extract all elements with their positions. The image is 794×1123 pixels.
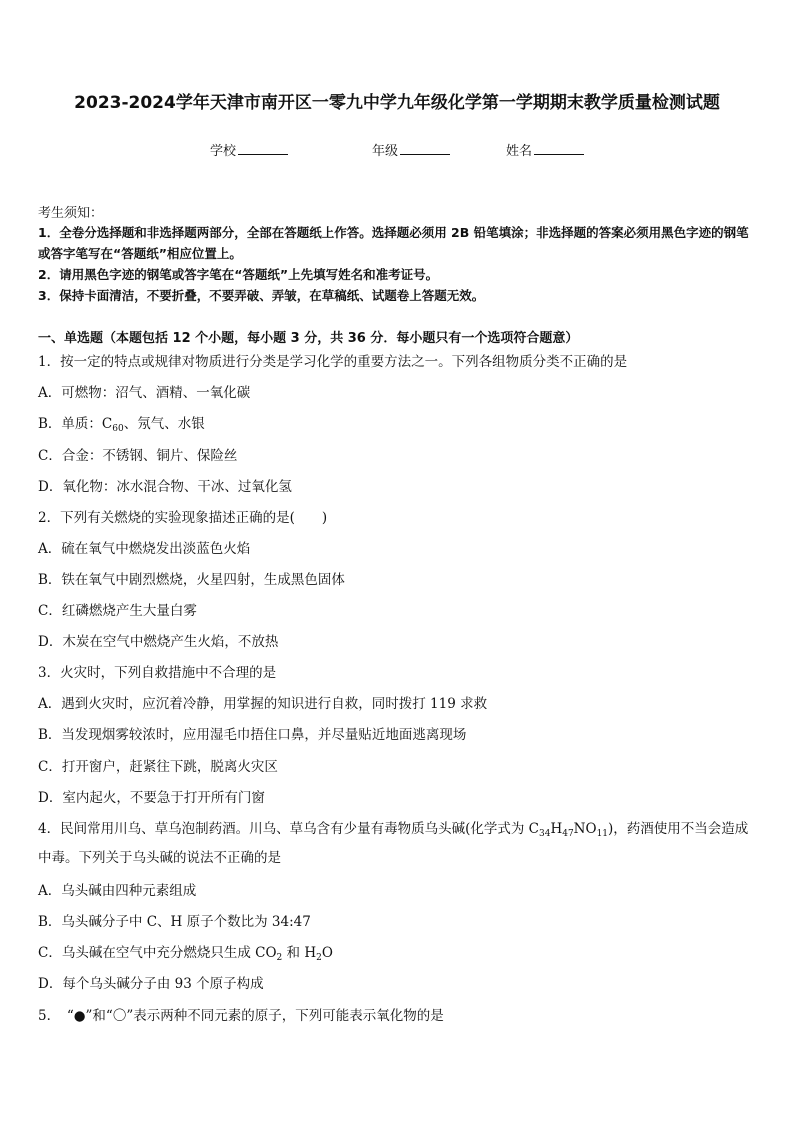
question-2-option-b: B．铁在氧气中剧烈燃烧，火星四射，生成黑色固体 <box>38 572 345 588</box>
q4-c-h2o-subscript: 2 <box>316 953 322 963</box>
question-4-stem <box>38 815 756 873</box>
school-blank <box>238 142 288 155</box>
q4-c-suffix: O <box>321 945 333 961</box>
question-3-option-d: D．室内起火，不要急于打开所有门窗 <box>38 790 265 806</box>
question-2-option-a: A．硫在氧气中燃烧发出淡蓝色火焰 <box>38 541 251 557</box>
question-3-stem: 3．火灾时，下列自救措施中不合理的是 <box>38 665 277 681</box>
question-3-option-c: C．打开窗户，赶紧往下跳，脱离火灾区 <box>38 759 278 775</box>
q1-b-suffix: 、氖气、水银 <box>123 416 205 432</box>
name-field <box>506 140 584 159</box>
q4-formula-h-count: 47 <box>562 829 574 839</box>
question-1-stem: 1．按一定的特点或规律对物质进行分类是学习化学的重要方法之一。下列各组物质分类不正确的是 <box>38 354 628 370</box>
school-field <box>210 140 288 159</box>
q1-b-subscript: 60 <box>112 424 124 434</box>
notice-item-1: 1．全卷分选择题和非选择题两部分，全部在答题纸上作答。选择题必须用 2B 铅笔填涂；非选择题的答案必须用黑色字迹的钢笔或答字笔写在“答题纸”相应位置上。 <box>38 225 749 261</box>
question-1-option-a: A．可燃物：沼气、酒精、一氧化碳 <box>38 385 251 401</box>
question-1-option-d: D．氧化物：冰水混合物、干冰、过氧化氢 <box>38 479 292 495</box>
q1-b-prefix: B．单质：C <box>38 416 113 432</box>
name-blank <box>534 142 584 155</box>
q4-formula-h: H <box>550 821 563 837</box>
notice-heading: 考生须知： <box>38 206 104 221</box>
grade-label: 年级 <box>372 144 399 159</box>
question-4-option-a: A．乌头碱由四种元素组成 <box>38 883 197 899</box>
student-info-row <box>0 140 794 160</box>
question-2-option-d: D．木炭在空气中燃烧产生火焰，不放热 <box>38 634 279 650</box>
school-label: 学校 <box>210 144 237 159</box>
question-5-stem: 5． “●”和“〇”表示两种不同元素的原子，下列可能表示氧化物的是 <box>38 1008 444 1024</box>
q4-formula-no: NO <box>573 821 597 837</box>
question-1-option-c: C．合金：不锈钢、铜片、保险丝 <box>38 448 238 464</box>
question-2-option-c: C．红磷燃烧产生大量白雾 <box>38 603 197 619</box>
question-3-option-b: B．当发现烟雾较浓时，应用湿毛巾捂住口鼻，并尽量贴近地面逃离现场 <box>38 727 467 743</box>
q4-c-middle: 和 H <box>282 945 317 961</box>
question-2-stem: 2．下列有关燃烧的实验现象描述正确的是( ) <box>38 510 328 526</box>
question-3-option-a: A．遇到火灾时，应沉着冷静，用掌握的知识进行自救，同时拨打 119 求救 <box>38 696 488 712</box>
question-1-option-b <box>38 413 756 435</box>
grade-blank <box>400 142 450 155</box>
grade-field <box>372 140 450 159</box>
exam-title: 2023-2024学年天津市南开区一零九中学九年级化学第一学期期末教学质量检测试题 <box>74 93 720 113</box>
section-heading: 一、单选题（本题包括 12 个小题，每小题 3 分，共 36 分．每小题只有一个选项符合题意） <box>38 331 579 346</box>
name-label: 姓名 <box>506 144 533 159</box>
question-4-option-d: D．每个乌头碱分子由 93 个原子构成 <box>38 976 264 992</box>
q4-c-co2-subscript: 2 <box>276 953 283 963</box>
q4-stem-suffix: )，药酒使用不当会造成中毒。下列关于乌头碱的说法不正确的是 <box>38 821 749 866</box>
q4-formula-c-count: 34 <box>538 829 551 839</box>
notice-item-3: 3．保持卡面清洁，不要折叠，不要弄破、弄皱，在草稿纸、试题卷上答题无效。 <box>38 288 485 303</box>
q4-formula-o-count: 11 <box>596 829 609 839</box>
q4-stem-prefix: 4．民间常用川乌、草乌泡制药酒。川乌、草乌含有少量有毒物质乌头碱(化学式为 C <box>38 821 539 837</box>
question-4-option-c <box>38 942 756 964</box>
question-4-option-b: B．乌头碱分子中 C、H 原子个数比为 34:47 <box>38 914 311 930</box>
notice-item-2: 2．请用黑色字迹的钢笔或答字笔在“答题纸”上先填写姓名和准考证号。 <box>38 267 439 282</box>
q4-c-prefix: C．乌头碱在空气中充分燃烧只生成 CO <box>38 945 277 961</box>
